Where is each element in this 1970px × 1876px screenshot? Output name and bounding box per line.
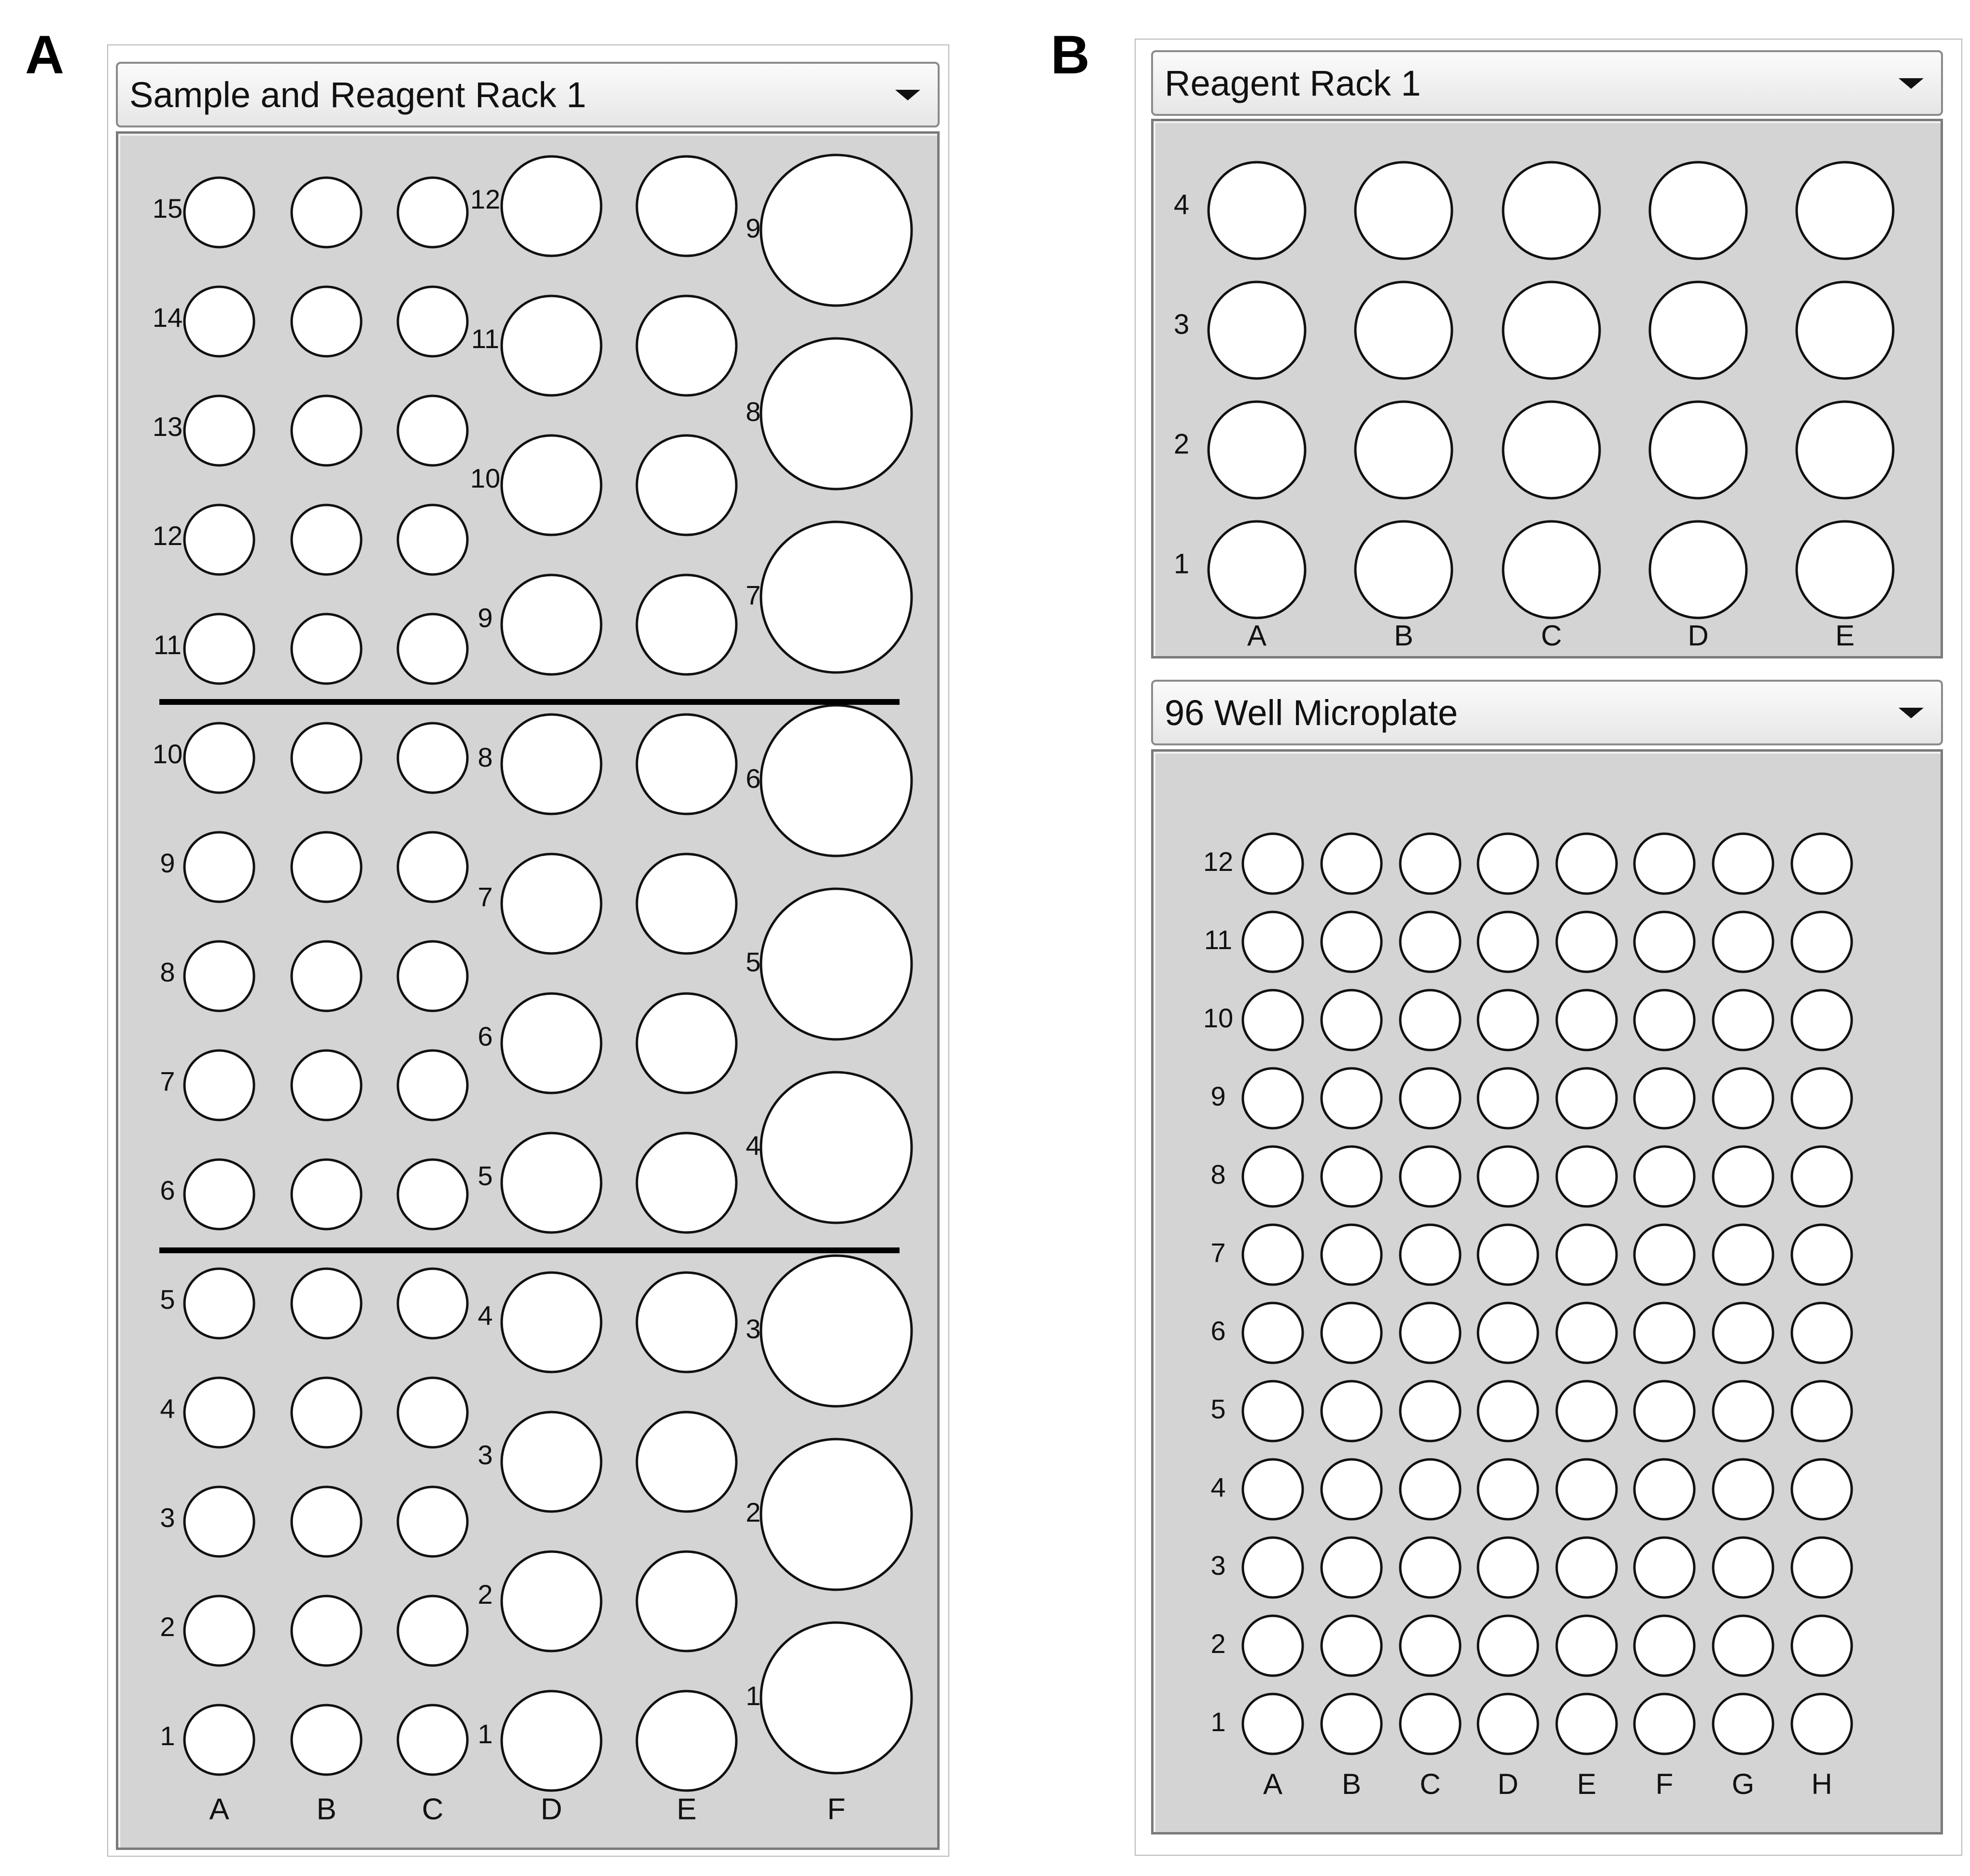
row-label-medium: 5	[478, 1160, 493, 1191]
well-B-2[interactable]	[1322, 1616, 1381, 1676]
row-label-medium: 7	[478, 881, 493, 912]
row-label-small: 3	[160, 1502, 175, 1533]
dropdown-selected-value: 96 Well Microplate	[1165, 692, 1458, 733]
well-D-3[interactable]	[1650, 282, 1746, 378]
well-G-5[interactable]	[1713, 1381, 1773, 1441]
well-E-12[interactable]	[637, 156, 736, 256]
well-B-2[interactable]	[292, 1596, 361, 1666]
well-E-7[interactable]	[1557, 1225, 1617, 1285]
microplate-dropdown[interactable]	[1151, 680, 1943, 745]
row-label-small: 13	[152, 411, 183, 442]
well-C-7[interactable]	[398, 1050, 467, 1120]
well-F-3[interactable]	[1634, 1538, 1694, 1597]
well-G-7[interactable]	[1713, 1225, 1773, 1285]
panel-b-letter: B	[1051, 25, 1090, 85]
well-D-10[interactable]	[502, 435, 601, 535]
well-H-1[interactable]	[1792, 1694, 1852, 1754]
row-label-medium: 10	[470, 462, 501, 493]
well-H-10[interactable]	[1792, 990, 1852, 1050]
well-B-10[interactable]	[1322, 990, 1381, 1050]
row-label-small: 7	[160, 1065, 175, 1096]
microplate-grid	[1154, 752, 1941, 1832]
row-label: 9	[1210, 1080, 1226, 1111]
well-C-1[interactable]	[1503, 521, 1600, 618]
well-D-9[interactable]	[502, 575, 601, 674]
well-C-3[interactable]	[1400, 1538, 1460, 1597]
well-F-6[interactable]	[1634, 1303, 1694, 1363]
well-C-3[interactable]	[1503, 282, 1600, 378]
well-E-11[interactable]	[1557, 912, 1617, 972]
well-E-6[interactable]	[1557, 1303, 1617, 1363]
well-D-5[interactable]	[1478, 1381, 1538, 1441]
column-label: E	[676, 1792, 697, 1826]
well-H-6[interactable]	[1792, 1303, 1852, 1363]
well-A-9[interactable]	[184, 832, 254, 902]
well-B-11[interactable]	[1322, 912, 1381, 972]
well-G-10[interactable]	[1713, 990, 1773, 1050]
column-label: D	[540, 1792, 563, 1826]
row-label: 2	[1210, 1628, 1226, 1659]
well-B-8[interactable]	[1322, 1147, 1381, 1206]
well-C-2[interactable]	[1503, 402, 1600, 498]
well-B-6[interactable]	[1322, 1303, 1381, 1363]
well-A-2[interactable]	[184, 1596, 254, 1666]
column-label: A	[209, 1792, 229, 1826]
row-label-small: 9	[160, 847, 175, 878]
row-label-small: 5	[160, 1284, 175, 1315]
well-H-9[interactable]	[1792, 1068, 1852, 1128]
well-G-6[interactable]	[1713, 1303, 1773, 1363]
well-C-13[interactable]	[398, 396, 467, 465]
well-B-1[interactable]	[292, 1705, 361, 1775]
well-B-4[interactable]	[292, 1378, 361, 1447]
well-C-7[interactable]	[1400, 1225, 1460, 1285]
column-label: C	[1420, 1767, 1441, 1800]
row-label-large: 3	[746, 1313, 761, 1344]
well-B-7[interactable]	[292, 1050, 361, 1120]
reagent-rack-grid	[1154, 121, 1941, 656]
well-E-5[interactable]	[1557, 1381, 1617, 1441]
well-C-2[interactable]	[1400, 1616, 1460, 1676]
well-A-3[interactable]	[184, 1487, 254, 1556]
row-label: 7	[1210, 1237, 1226, 1268]
well-E-2[interactable]	[1557, 1616, 1617, 1676]
well-D-5[interactable]	[502, 1133, 601, 1232]
well-G-3[interactable]	[1713, 1538, 1773, 1597]
row-label-medium: 2	[478, 1579, 493, 1610]
well-A-3[interactable]	[1243, 1538, 1303, 1597]
well-B-4[interactable]	[1322, 1459, 1381, 1519]
well-C-4[interactable]	[1503, 162, 1600, 259]
panel-a-letter: A	[25, 25, 64, 85]
dropdown-selected-value: Sample and Reagent Rack 1	[129, 74, 587, 115]
column-label: E	[1835, 619, 1855, 652]
row-label: 3	[1173, 308, 1190, 340]
well-E-3[interactable]	[637, 1412, 736, 1512]
well-C-6[interactable]	[398, 1160, 467, 1229]
well-F-7[interactable]	[761, 522, 912, 672]
well-B-14[interactable]	[292, 287, 361, 356]
well-F-5[interactable]	[761, 889, 912, 1039]
well-B-1[interactable]	[1322, 1694, 1381, 1754]
well-B-12[interactable]	[292, 505, 361, 574]
well-E-10[interactable]	[637, 435, 736, 535]
well-E-12[interactable]	[1557, 834, 1617, 894]
row-label-small: 4	[160, 1393, 175, 1424]
well-D-6[interactable]	[1478, 1303, 1538, 1363]
well-B-3[interactable]	[292, 1487, 361, 1556]
microplate	[1151, 749, 1943, 1834]
well-F-1[interactable]	[1634, 1694, 1694, 1754]
row-label-medium: 9	[478, 602, 493, 633]
well-E-4[interactable]	[1797, 162, 1893, 259]
well-F-10[interactable]	[1634, 990, 1694, 1050]
chevron-down-icon[interactable]	[895, 90, 920, 100]
well-B-4[interactable]	[1355, 162, 1452, 259]
well-B-7[interactable]	[1322, 1225, 1381, 1285]
column-label: A	[1263, 1767, 1283, 1800]
well-D-3[interactable]	[1478, 1538, 1538, 1597]
well-B-3[interactable]	[1355, 282, 1452, 378]
well-C-15[interactable]	[398, 178, 467, 247]
well-F-4[interactable]	[761, 1072, 912, 1223]
well-A-7[interactable]	[1243, 1225, 1303, 1285]
row-label: 12	[1203, 846, 1234, 877]
well-D-2[interactable]	[502, 1552, 601, 1651]
row-label-small: 14	[152, 302, 183, 333]
row-label-medium: 1	[478, 1718, 493, 1749]
well-F-7[interactable]	[1634, 1225, 1694, 1285]
well-E-7[interactable]	[637, 854, 736, 953]
well-E-8[interactable]	[637, 714, 736, 814]
row-label-medium: 6	[478, 1021, 493, 1051]
well-B-10[interactable]	[292, 723, 361, 793]
well-A-1[interactable]	[1209, 521, 1305, 618]
well-B-5[interactable]	[1322, 1381, 1381, 1441]
well-D-7[interactable]	[1478, 1225, 1538, 1285]
well-C-6[interactable]	[1400, 1303, 1460, 1363]
well-F-9[interactable]	[761, 155, 912, 306]
well-A-1[interactable]	[1243, 1694, 1303, 1754]
row-label: 3	[1210, 1550, 1226, 1581]
row-label-small: 2	[160, 1611, 175, 1642]
well-A-11[interactable]	[184, 614, 254, 684]
well-D-11[interactable]	[1478, 912, 1538, 972]
row-label-small: 10	[152, 738, 183, 769]
well-B-13[interactable]	[292, 396, 361, 465]
well-C-10[interactable]	[1400, 990, 1460, 1050]
well-F-11[interactable]	[1634, 912, 1694, 972]
well-E-1[interactable]	[1797, 521, 1893, 618]
column-label: B	[1393, 619, 1414, 652]
well-C-8[interactable]	[398, 941, 467, 1011]
well-H-4[interactable]	[1792, 1459, 1852, 1519]
well-E-3[interactable]	[1797, 282, 1893, 378]
row-label-medium: 8	[478, 742, 493, 772]
column-label: A	[1247, 619, 1267, 652]
well-A-6[interactable]	[1243, 1303, 1303, 1363]
well-G-4[interactable]	[1713, 1459, 1773, 1519]
sample-reagent-rack	[116, 131, 940, 1850]
well-H-11[interactable]	[1792, 912, 1852, 972]
well-H-8[interactable]	[1792, 1147, 1852, 1206]
well-C-10[interactable]	[398, 723, 467, 793]
column-label: C	[422, 1792, 444, 1826]
well-F-1[interactable]	[761, 1623, 912, 1773]
well-H-3[interactable]	[1792, 1538, 1852, 1597]
well-D-7[interactable]	[502, 854, 601, 953]
well-B-5[interactable]	[292, 1269, 361, 1338]
well-C-4[interactable]	[1400, 1459, 1460, 1519]
row-label-medium: 11	[471, 323, 500, 354]
well-H-5[interactable]	[1792, 1381, 1852, 1441]
well-A-6[interactable]	[184, 1160, 254, 1229]
well-A-4[interactable]	[1209, 162, 1305, 259]
well-A-9[interactable]	[1243, 1068, 1303, 1128]
column-label: B	[316, 1792, 337, 1826]
well-B-6[interactable]	[292, 1160, 361, 1229]
well-B-1[interactable]	[1355, 521, 1452, 618]
row-label: 1	[1210, 1706, 1226, 1737]
row-label: 5	[1210, 1393, 1226, 1424]
well-G-9[interactable]	[1713, 1068, 1773, 1128]
row-label: 8	[1210, 1159, 1226, 1190]
row-label-small: 15	[152, 193, 183, 224]
well-A-10[interactable]	[184, 723, 254, 793]
well-F-2[interactable]	[1634, 1616, 1694, 1676]
well-D-9[interactable]	[1478, 1068, 1538, 1128]
well-D-8[interactable]	[1478, 1147, 1538, 1206]
well-A-13[interactable]	[184, 396, 254, 465]
dropdown-selected-value: Reagent Rack 1	[1165, 63, 1421, 103]
well-E-3[interactable]	[1557, 1538, 1617, 1597]
well-C-2[interactable]	[398, 1596, 467, 1666]
well-E-4[interactable]	[637, 1273, 736, 1372]
well-C-9[interactable]	[398, 832, 467, 902]
well-A-7[interactable]	[184, 1050, 254, 1120]
well-G-8[interactable]	[1713, 1147, 1773, 1206]
chevron-down-icon[interactable]	[1899, 78, 1924, 89]
well-D-4[interactable]	[1478, 1459, 1538, 1519]
well-A-2[interactable]	[1209, 402, 1305, 498]
row-label-medium: 12	[470, 183, 501, 214]
well-A-8[interactable]	[1243, 1147, 1303, 1206]
row-label-large: 1	[746, 1680, 761, 1711]
column-label: H	[1811, 1767, 1832, 1800]
row-label-medium: 4	[478, 1300, 493, 1330]
column-label: F	[1655, 1767, 1674, 1800]
well-B-15[interactable]	[292, 178, 361, 247]
well-D-2[interactable]	[1650, 402, 1746, 498]
well-E-10[interactable]	[1557, 990, 1617, 1050]
column-label: C	[1541, 619, 1562, 652]
row-label-medium: 3	[478, 1439, 493, 1470]
well-E-4[interactable]	[1557, 1459, 1617, 1519]
well-E-9[interactable]	[637, 575, 736, 674]
row-label: 4	[1173, 189, 1190, 221]
well-D-1[interactable]	[502, 1691, 601, 1791]
reagent-rack-dropdown[interactable]	[1151, 50, 1943, 116]
well-A-8[interactable]	[184, 941, 254, 1011]
well-A-3[interactable]	[1209, 282, 1305, 378]
row-label: 4	[1210, 1471, 1226, 1502]
well-D-2[interactable]	[1478, 1616, 1538, 1676]
well-F-6[interactable]	[761, 705, 912, 856]
well-A-5[interactable]	[1243, 1381, 1303, 1441]
column-label: D	[1688, 619, 1709, 652]
reagent-rack	[1151, 119, 1943, 658]
well-B-8[interactable]	[292, 941, 361, 1011]
well-G-2[interactable]	[1713, 1616, 1773, 1676]
well-E-5[interactable]	[637, 1133, 736, 1232]
well-C-14[interactable]	[398, 287, 467, 356]
row-label-small: 11	[153, 629, 182, 660]
row-label: 11	[1204, 924, 1233, 955]
row-label-small: 1	[160, 1720, 175, 1751]
well-D-6[interactable]	[502, 994, 601, 1093]
row-label-large: 5	[746, 946, 761, 977]
well-F-8[interactable]	[1634, 1147, 1694, 1206]
well-A-11[interactable]	[1243, 912, 1303, 972]
well-F-12[interactable]	[1634, 834, 1694, 894]
well-C-9[interactable]	[1400, 1068, 1460, 1128]
well-G-1[interactable]	[1713, 1694, 1773, 1754]
row-label: 10	[1203, 1002, 1234, 1033]
well-A-5[interactable]	[184, 1269, 254, 1338]
well-C-1[interactable]	[398, 1705, 467, 1775]
well-A-2[interactable]	[1243, 1616, 1303, 1676]
well-C-11[interactable]	[1400, 912, 1460, 972]
well-F-9[interactable]	[1634, 1068, 1694, 1128]
row-label-large: 8	[746, 396, 761, 427]
column-label: B	[1341, 1767, 1362, 1800]
well-C-5[interactable]	[398, 1269, 467, 1338]
well-D-12[interactable]	[1478, 834, 1538, 894]
well-F-5[interactable]	[1634, 1381, 1694, 1441]
well-H-2[interactable]	[1792, 1616, 1852, 1676]
well-D-4[interactable]	[502, 1273, 601, 1372]
chevron-down-icon[interactable]	[1899, 708, 1924, 718]
well-B-12[interactable]	[1322, 834, 1381, 894]
well-B-3[interactable]	[1322, 1538, 1381, 1597]
well-D-8[interactable]	[502, 714, 601, 814]
row-label-large: 2	[746, 1497, 761, 1527]
well-E-11[interactable]	[637, 296, 736, 395]
column-label: E	[1576, 1767, 1597, 1800]
well-B-11[interactable]	[292, 614, 361, 684]
sample-reagent-rack-grid	[118, 134, 937, 1848]
well-D-11[interactable]	[502, 296, 601, 395]
well-C-12[interactable]	[1400, 834, 1460, 894]
row-label: 1	[1173, 548, 1190, 580]
well-A-1[interactable]	[184, 1705, 254, 1775]
sample-reagent-rack-dropdown[interactable]	[116, 62, 940, 127]
well-A-10[interactable]	[1243, 990, 1303, 1050]
well-D-1[interactable]	[1650, 521, 1746, 618]
well-F-8[interactable]	[761, 338, 912, 489]
well-A-4[interactable]	[184, 1378, 254, 1447]
well-G-11[interactable]	[1713, 912, 1773, 972]
row-label-large: 4	[746, 1130, 761, 1161]
row-label-large: 9	[746, 212, 761, 243]
well-C-12[interactable]	[398, 505, 467, 574]
well-D-10[interactable]	[1478, 990, 1538, 1050]
well-C-11[interactable]	[398, 614, 467, 684]
column-label: D	[1497, 1767, 1519, 1800]
well-H-12[interactable]	[1792, 834, 1852, 894]
row-label-small: 6	[160, 1175, 175, 1205]
column-label: F	[827, 1792, 845, 1826]
row-label: 6	[1210, 1315, 1226, 1346]
well-E-1[interactable]	[637, 1691, 736, 1791]
row-label-large: 7	[746, 579, 761, 610]
well-E-2[interactable]	[637, 1552, 736, 1651]
row-label: 2	[1173, 428, 1190, 460]
well-E-1[interactable]	[1557, 1694, 1617, 1754]
well-F-4[interactable]	[1634, 1459, 1694, 1519]
well-C-5[interactable]	[1400, 1381, 1460, 1441]
well-H-7[interactable]	[1792, 1225, 1852, 1285]
well-G-12[interactable]	[1713, 834, 1773, 894]
well-B-9[interactable]	[292, 832, 361, 902]
well-C-8[interactable]	[1400, 1147, 1460, 1206]
well-E-6[interactable]	[637, 994, 736, 1093]
column-label: G	[1731, 1767, 1755, 1800]
row-label-small: 8	[160, 956, 175, 987]
well-C-1[interactable]	[1400, 1694, 1460, 1754]
well-F-3[interactable]	[761, 1256, 912, 1406]
well-C-3[interactable]	[398, 1487, 467, 1556]
row-label-small: 12	[152, 520, 183, 551]
well-F-2[interactable]	[761, 1439, 912, 1590]
well-E-9[interactable]	[1557, 1068, 1617, 1128]
well-E-8[interactable]	[1557, 1147, 1617, 1206]
well-A-12[interactable]	[1243, 834, 1303, 894]
well-D-4[interactable]	[1650, 162, 1746, 259]
well-C-4[interactable]	[398, 1378, 467, 1447]
row-label-large: 6	[746, 763, 761, 794]
well-D-12[interactable]	[502, 156, 601, 256]
well-B-9[interactable]	[1322, 1068, 1381, 1128]
well-B-2[interactable]	[1355, 402, 1452, 498]
well-D-3[interactable]	[502, 1412, 601, 1512]
well-E-2[interactable]	[1797, 402, 1893, 498]
well-A-15[interactable]	[184, 178, 254, 247]
well-D-1[interactable]	[1478, 1694, 1538, 1754]
well-A-12[interactable]	[184, 505, 254, 574]
well-A-14[interactable]	[184, 287, 254, 356]
well-A-4[interactable]	[1243, 1459, 1303, 1519]
